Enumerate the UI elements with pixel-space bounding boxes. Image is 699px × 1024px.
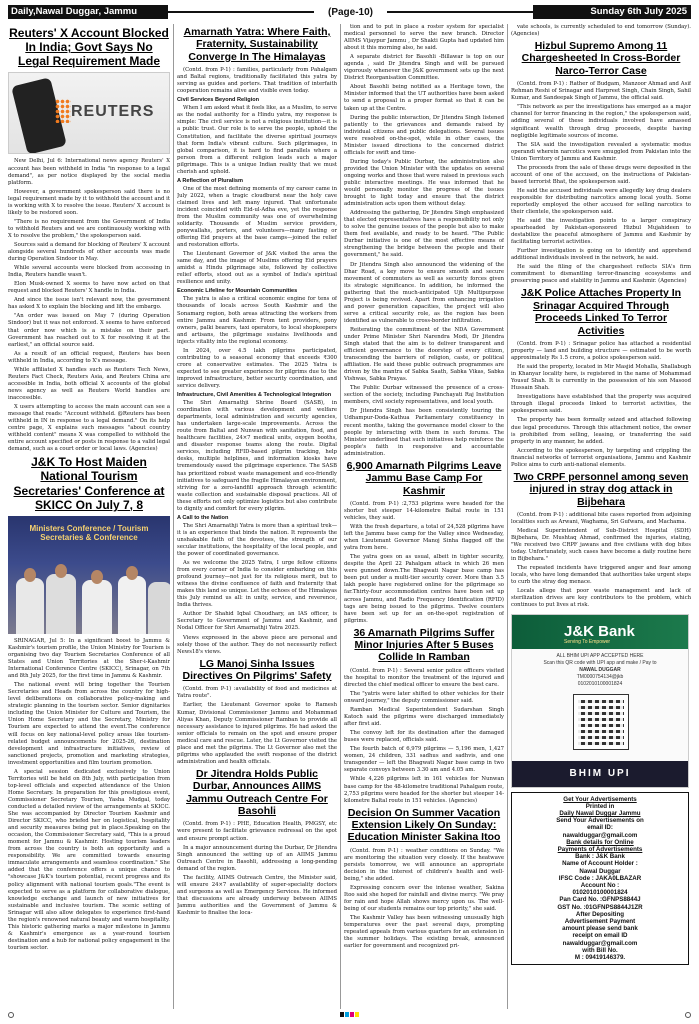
ad-box-line: 0102010100001824 — [572, 889, 628, 897]
registration-mark-icon — [685, 1012, 691, 1018]
paragraph: X users attempting to access the main account can see a message that reads: "Account withheld. @Reuters has been withheld in IN in response to a legal demand." On its help centre page, X explains such messages "about country withheld content" means X was compelled to withhold the entire account specified or posts in response to a valid legal demand, such as a court order or local laws. (Agencies) — [8, 403, 170, 453]
headline-dog-attack: Two CRPF personnel among seven injured in stray dog attack in Bijbehara — [513, 470, 689, 508]
ad-box-line: Bank details for Online — [566, 838, 634, 846]
qr-code-icon — [574, 695, 628, 749]
paragraph: About Basohli being notified as a Heritage town, the Minister informed that the UT authorities have been asked to send a proposal in a proper format so that it can be taken up at the Centre. — [344, 84, 504, 112]
paragraph: The facility, AIIMS Outreach Centre, the Minister said, will ensure 24×7 availability of super-speciality doctors and surgeons as well as Emergency Services. He informed that discussions are already underway between AIIMS Jammu authorities and the Government of Jammu & Kashmir to finalise the loca- — [177, 874, 337, 916]
headline-buses-collide: 36 Amarnath Pilgrims Suffer Minor Injuries After 5 Buses Collide In Ramban — [353, 626, 495, 664]
paragraph: Medical Superintendent of Sub-District Hospital (SDH) Bijbehara, Dr. Mushtaq Ahmad, confirmed the injuries, stating, "We received two CRPF jawans and five civilians with dog bites today. Unfortunately, such cases have become a daily routine here in Bijbehara." — [511, 528, 691, 563]
person-figure — [82, 580, 112, 634]
person-figure — [16, 578, 44, 634]
paragraph: The Kashmir Valley has been witnessing unusually high temperatures over the past several days, prompting repeated appeals from various quarters for an extension in the summer holidays. The existing break, announced earlier for government and recognized pri- — [344, 915, 504, 950]
paragraph: New Delhi, Jul 6: International news agency Reuters' X account has been withheld in India "in response to a legal demand", as per notice displayed by the social media platform. — [8, 158, 170, 186]
paragraph: While 4,226 pilgrims left in 161 vehicles for Nunwan base camp for the 48-kilometre traditional Pahalgam route, 2,753 pilgrims were headed for the shorter but steeper 14-kilometre Baltal route in 151 vehicles. (Agencies) — [344, 776, 504, 804]
paragraph: "This network as per the investigations has emerged as a major channel for terror financing in the region," the spokesperson said, adding several of these individuals involved have amassed significant wealth through drug proceeds, despite having negligible legitimate sources of income. — [511, 104, 691, 139]
paragraph: During today's Public Durbar, the administration also provided the Union Minister with the updates on several ongoing works and those that were raised in previous such public interactive meetings. He was informed that he would personally monitor the progress of the issues brought to light today and ensure that the district administration acts upon them without delay. — [344, 158, 504, 208]
paragraph: tion and to put in place a roster system for specialist medical personnel to serve the new branch. Director AIIMS Vijaypur Jammu , Dr Shakti Gupta had updated him about it this morning also, he said. — [344, 24, 504, 52]
jk-bank-brand: J&K Bank — [564, 623, 635, 641]
paragraph: (Contd. from P-1) : weather conditions on Sunday. "We are monitoring the situation very closely. If the heatwave persists tomorrow, we will announce an appropriate decision in the interest of children's health and well-being," she added. — [344, 847, 504, 882]
paragraph: (Contd. from P-1) : additional bite cases reported from adjoining localities such as Arwani, Waghama, Sri Gufwara, and Machama. — [511, 511, 691, 525]
conference-banner: Ministers Conference / Tourism Secretaries & Conference — [29, 523, 149, 542]
paragraph: He said the filing of the chargesheet reflects SIA's firm commitment to dismantling terror-financing ecosystems and preserving peace and stability in Jammu and Kashmir. (Agencies) — [511, 264, 691, 285]
paragraph: While several accounts were blocked from accessing in India, Reuters handle wasn't. — [8, 265, 170, 279]
paragraph: And since the issue isn't relevant now, the government has asked X to explain the blocking and lift the embargo. — [8, 297, 170, 311]
subheading: Civil Services Beyond Religion — [177, 97, 260, 104]
column-4 — [511, 24, 691, 1009]
paragraph: "There is no requirement from the Government of India to withhold Reuters and we are continuously working with X to resolve the problem," the spokesperson said. — [8, 218, 170, 239]
paragraph: A separate district for Basohli -Billawar is top on our agenda , said Dr Jitendra Singh and will be pursued vigorously whenever the J&K government sets up the next District Reorganisation Committee. — [344, 54, 504, 82]
column-2 — [177, 24, 337, 1009]
paragraph: Author Dr Shahid Iqbal Choudhary, an IAS officer, is Secretary to Government of Jammu and Kashmir, and Nodal Officer for Shri Amarnathji Yatra 2025. — [177, 611, 337, 632]
paragraph: As we welcome the 2025 Yatra, I urge fellow citizens from every corner of India to consider embarking on this profound journey—not just for its religious merit, but to witness the divine confluence of faith and fraternity that makes this land so unique. Let the echoes of the Himalayas this July remind us all: in unity, service, and reverence, India thrives. — [177, 560, 337, 609]
paragraph: Sources said a demand for blocking of Reuters' X account alongside several hundreds of other accounts was made during Operation Sindoor in May. — [8, 241, 170, 263]
swatch — [340, 1012, 344, 1017]
paragraph: Expressing concern over the intense weather, Sakina Itoo said she hoped for rainfall and divine mercy. "We pray for rain and hope Allah shows mercy upon us. The well-being of our students remains our top priority," she said. — [344, 885, 504, 913]
ad-upi-id: TM0000754134@jkb — [576, 673, 624, 680]
paragraph: (Contd. from P-1) :availability of food and medicines at Yatra route". — [177, 686, 337, 700]
headline-summer-vacation: Decision On Summer Vacation Extension Likely On Sunday: Education Minister Sakina Itoo — [347, 806, 501, 844]
ad-box-line: nawalduggar@gmail.com — [562, 831, 638, 839]
story-durbar-continued — [344, 24, 504, 458]
ad-box-line: Get Your Advertisements — [563, 795, 637, 803]
headline-hizbul: Hizbul Supremo Among 11 Chargesheeted In Cross-Border Narco-Terror Case — [521, 40, 681, 77]
story-amarnath-faith — [177, 67, 337, 656]
paragraph: According to the spokesperson, by targeting and crippling the financial networks of terrorist organisations, Jammu and Kashmir Police aims to curb anti-national elements. — [511, 447, 691, 468]
story-property-attached — [511, 341, 691, 469]
reuters-logo-mark — [55, 99, 71, 123]
paragraph: In 2024, over 4.5 lakh pilgrims participated, contributing to a seasonal economy that exceeds ₹300 crore at conservative estimates. The 2025 Yatra is expected to see greater experience for pilgrims due to the improved infrastructure, better security coordination, and service delivery. — [177, 347, 337, 389]
ad-box-line: M : 09419146379. — [574, 953, 626, 961]
column-3 — [344, 24, 504, 1009]
ad-line: ALL BHIM UPI APP ACCEPTED HERE — [556, 652, 644, 659]
story-dog-attack — [511, 512, 691, 610]
column-divider — [173, 24, 174, 1009]
jk-bank-advertisement — [511, 614, 689, 788]
bhim-upi-logo: BHIM UPI — [512, 761, 688, 787]
paragraph: The repeated incidents have triggered anger and fear among locals, who have long demanded that authorities take urgent steps to curb the stray dog menace. — [511, 565, 691, 586]
paragraph: When I am asked what it feels like, as a Muslim, to serve as the nodal authority for a Hindu yatra, my response is simple: The civil service is not a religious institution—it is a public trust. Our role is to serve the people, uphold the Constitution, and facilitate the diverse spiritual journeys that form India's vibrant culture. Such pilgrimages, in global comparison, it is hard to find parallels where a person from a different religion leads such a major pilgrimage. This is a unique Indian reality that we must cherish and uphold. — [177, 105, 337, 175]
person-figure — [148, 582, 170, 634]
subheading: Economic Lifeline for Mountain Communities — [177, 288, 298, 295]
person-head — [24, 568, 36, 582]
paragraph: SRINAGAR, Jul 5: In a significant boost to Jammu & Kashmir's tourism profile, the Union Ministry for Tourism is organising two day Tourism Secretaries Conference of all States and Union Territories at the Sher-i-Kashmir International Conference Centre (SKICC), Srinagar, on 7th and 8th July 2025, for the first time in Jammu & Kashmir. — [8, 637, 170, 680]
ad-box-line: Printed in — [585, 802, 615, 810]
ad-box-line: After Depositing — [575, 910, 625, 918]
edition-date: Sunday 6th July 2025 — [533, 5, 691, 19]
headline-property-attached: J&K Police Attaches Property In Srinagar Acquired Through Proceeds Linked To Terror Activities — [520, 287, 682, 337]
header-rule-left — [168, 11, 314, 13]
paragraph: Further investigation is going on to identify and apprehend additional individuals involved in the network, he said. — [511, 248, 691, 262]
paragraph: The national event will bring together the Tourism Secretaries and Heads from across the country for high-level deliberations on collaborative policy-making and strategic planning in the tourism sector. Senior dignitaries including the Union Minister for Culture and Tourism, the Union Home Secretary and the Secretary, Ministry for Tourism are expected to attend the event.The conference will focus on key national-level policy areas like tourism-related budget announcements for 2025-26, destination development and infrastructure initiatives, review of sanctioned projects, promotion and marketing strategies, investment opportunities and film tourism promotion. — [8, 682, 170, 766]
paragraph: (Contd. from P-1) : Rather of Budgam, Manzoor Ahmad and Asif Rehman Reshi of Srinagar and Harpreet Singh, Chain Singh, Sahil Kumar, and Sandeepak Singh of Jammu, the official said. — [511, 81, 691, 102]
print-registration-marks — [8, 1012, 691, 1018]
headline-tourism-conference: J&K To Host Maiden National Tourism Secretaries' Conference at SKICC On July 7, 8 — [13, 455, 165, 512]
paragraph: However, a government spokesperson said there is no legal requirement made by it to withhold the account and it is working with X to resolve the issue. Reuters' X account is likely to be restored soon. — [8, 188, 170, 216]
masthead-bar — [8, 5, 691, 19]
headline-pilgrims-leave: 6,900 Amarnath Pilgrims Leave Jammu Base Camp For Kashmir — [346, 459, 502, 497]
paragraph: With the fresh departure, a total of 24,528 pilgrims have left the Jammu base camp for the Valley since Wednesday, when Lieutenant Governor Manoj Sinha flagged off the yatra from here. — [344, 524, 504, 552]
headline-reuters: Reuters' X Account Blocked In India; Govt Says No Legal Requirement Made — [9, 26, 169, 69]
paragraph: Earlier, the Lieutenant Governor spoke to Ramesh Kumar, Divisional Commissioner Jammu and Mohammad Aliyas Khan, Deputy Commissioner Ramban to provide all necessary assistance to injured pilgrims. He had asked the senior officials to remain on the spot and ensure proper medical care and rescue. Later, the Lt Governor visited the place and met the pilgrims. The Lt Governor also met the pilgrims who applauded the swift response of the district administration and health officials. — [177, 702, 337, 765]
ad-box-line: Daily Nawal Duggar Jammu — [559, 809, 641, 817]
ad-box-line: Payments of Advertisements — [557, 845, 643, 853]
paragraph: Views expressed in the above piece are personal and solely those of the author. They do not necessarily reflect News18's views. — [177, 634, 337, 655]
ad-box-line: with Bill No. — [582, 946, 618, 954]
person-head — [91, 570, 103, 584]
page-number: (Page-10) — [328, 6, 374, 18]
story-hizbul — [511, 81, 691, 285]
paragraph: In a major announcement during the Durbar, Dr Jitendra Singh announced the setting up of an AIIMS Jammu Outreach Centre in Basohli, addressing a long-pending demand of the region. — [177, 844, 337, 872]
color-swatches — [340, 1012, 359, 1018]
conference-photo — [8, 516, 170, 634]
paragraph: The yatra is also a critical economic engine for tens of thousands of locals across South Kashmir and the Sonamarg region, both areas attracting the workers from entire Jammu and Kashmir. From tent providers, pony owners, palki bearers, taxi operators, to local shopkeepers and artisans, the pilgrimage sustains livelihoods and injects vitality into the regional economy. — [177, 296, 337, 345]
person-head — [126, 566, 138, 580]
subheading: A Call to the Nation — [177, 514, 229, 521]
person-figure — [46, 574, 76, 634]
paragraph: The Public Durbar witnessed the presence of a cross-section of the society, including Panchayati Raj Institution members, civil society representatives, and local youth. — [344, 385, 504, 406]
paper-name: Daily,Nawal Duggar, Jammu — [8, 5, 168, 19]
paragraph: (Contd. from P-1) : Srinagar police has attached a residential property — land and building structure — estimated to be worth approximately Rs 1.5 crore, a police spokesperson said. — [511, 340, 691, 362]
ad-box-line: Account No : — [580, 881, 620, 889]
ad-box-line: amount please send bank — [562, 925, 638, 933]
person-head — [55, 564, 67, 578]
ad-box-line: nawalduggar@gmail.com — [562, 939, 638, 947]
headline-lg-directives: LG Manoj Sinha Issues Directives On Pilgrims' Safety — [182, 657, 332, 683]
paragraph: He said the accused individuals were allegedly key drug dealers responsible for distributing narcotics among local youth. Some reportedly employed the other accused for selling narcotics to their clientele, the spokesperson said. — [511, 187, 691, 216]
paragraph: The Shri Amarnathji Yatra is more than a spiritual trek—it is an experience that binds the nation. It represents the unshakable faith of the devotees, the strength of our secular institutions, the hospitality of the local people, and the power of coordinated governance. — [177, 522, 337, 557]
headline-public-durbar: Dr Jitendra Holds Public Durbar, Announces AIIMS Jammu Outreach Centre For Basohli — [186, 767, 328, 818]
story-tourism-conference — [8, 638, 170, 952]
ad-box-line: GST No. :01GFNPS8844J1ZR — [557, 903, 643, 911]
paragraph: As a result of an official request, Reuters has been withheld in India, according to X's message. — [8, 350, 170, 364]
paragraph: The Shri Amarnathji Shrine Board (SASB), in coordination with various development and welfare departments, local administration and security agencies, has undertaken large-scale improvements. Across the route from Baltal and Nunwan with sanitation, food, and healthcare facilities, 24×7 medical units, oxygen booths, and disaster response teams along the route. Digital services, including RFID-based pilgrim tracking, help desks, multiple helplines, and information kiosks have tremendously eased the pilgrimage experience. The SASB has prioritized robust waste management and eco-friendly initiatives to safeguard the fragile Himalayan environment, striving for a zero-landfill approach through scientific waste collection and sustainable disposal practices. All of these efforts not only optimize logistics but also contribute to dignity and comfort for every pilgrim. — [177, 400, 337, 512]
headline-amarnath-faith: Amarnath Yatra: Where Faith, Fraternity, Sustainability Converge In The Himalayas — [183, 26, 331, 63]
swatch — [355, 1012, 359, 1017]
story-lg-directives — [177, 686, 337, 766]
swatch — [350, 1012, 354, 1017]
story-buses-collide — [344, 668, 504, 805]
paragraph: The Lieutenant Governor of J&K visited the area the same day, and the image of Muslims offering Eid prayers amidst a Hindu pilgrimage site, followed by collective relief efforts, stood out as a symbol of India's spiritual resilience and unity. — [177, 251, 337, 286]
story-summer-vacation — [344, 848, 504, 951]
paragraph: vate schools, is currently scheduled to end tomorrow (Sunday). (Agencies) — [511, 24, 691, 38]
story-reuters — [8, 158, 170, 453]
ad-box-line: receipt on email ID — [572, 932, 628, 940]
paragraph: The convoy left for its destination after the damaged buses were replaced, officials said. — [344, 730, 504, 744]
paragraph: A special session dedicated exclusively to Union Territories will be held on 8th July, with participation from top-level officials and expected attendance of the Union Home Secretary. In preparation for this prestigious event, Commissioner Secretary Tourism, Yasha Mudgal, today conducted a detailed review of the arrangements at SKICC. She was accompanied by Director Tourism Kashmir and Director SKICC, who briefed her on logistical, hospitality and security measures being put in place.Speaking on the occasion, the Commissioner Secretary said, "This is a proud moment for Jammu & Kashmir. Hosting tourism leaders from across the country is both an opportunity and a responsibility. We are committed towards ensuring immaculate arrangements and seamless coordination." She added that the conference offers a unique chance to "showcase J&K's tourism potential, recent progress and its policy alignment with national tourism goals."The event is expected to serve as a platform for collaborative dialogue, knowledge exchange and launch of new initiatives for sustainable and inclusive tourism. The scenic setting of Srinagar will also allow delegates to experience first-hand the region's renowned natural beauty and warm hospitality. This historic gathering marks a major milestone in Jammu & Kashmir's emergence as a year-round tourism destination and a hub for national policy engagement in the tourism sector. — [8, 768, 170, 951]
jk-bank-tagline: Serving To Empower — [564, 638, 611, 645]
paragraph: Ramban Medical Superintendent Sudarshan Singh Katoch said the pilgrims were discharged immediately after first aid. — [344, 707, 504, 728]
paragraph: One of the most defining moments of my career came in July 2022, when a tragic cloudburst near the holy cave claimed lives and left many injured. That unfortunate incident coincided with Eid-ul-Adha eve, yet the response from the Muslim community was one of overwhelming solidarity. Thousands of Muslim service providers, ponywallahs, porters, and volunteers—many fasting or offering Eid prayers at the base camps—joined the relief and restoration efforts. — [177, 185, 337, 249]
column-1 — [8, 24, 170, 1009]
paragraph: "An order was issued on May 7 (during Operation Sindoor) but it was not enforced. X seems to have enforced that order now which is a mistake on their part. Government has reached out to X for resolving it at the earliest," an official source said. — [8, 313, 170, 348]
story-pilgrims-leave — [344, 501, 504, 625]
advertisement-details-box — [511, 792, 689, 966]
ad-account-number: 0102010100001824 — [577, 680, 623, 687]
reuters-photo — [8, 72, 170, 154]
paragraph: (Contd. from P-1) :2,753 pilgrims were headed for the shorter but steeper 14-kilometre Baltal route in 151 vehicles, they said. — [344, 500, 504, 521]
ad-box-line: Send Your Advertisements on — [556, 817, 644, 825]
paragraph: Dr Jitendra Singh also announced the widening of the Dhar Road, a key move to ensure smooth and secure movement of commuters as well as security forces given its strategic significance. In addition, he informed the gathering that the much-anticipated Ujh Multipurpose Project is being revived. Apart from enhancing irrigation and power generation capacities, the project will also serve a critical security role, as the region has been identified as vulnerable to cross-border infiltration. — [344, 261, 504, 324]
ad-box-line: Bank : J&K Bank — [575, 853, 625, 861]
story-public-durbar — [177, 821, 337, 917]
ad-box-line: Name of Account Holder : — [562, 860, 638, 868]
paragraph: The "yatris were later shifted to other vehicles for their onward journey," the deputy commissioner said. — [344, 690, 504, 704]
ad-box-line: email ID: — [587, 824, 613, 832]
paragraph: He said the investigation points to a larger conspiracy spearheaded by Pakistan-sponsored Hizbul Mujahideen to destabilize the peaceful atmosphere of Jammu and Kashmir by facilitating terrorist activities. — [511, 218, 691, 246]
paragraph: Reiterating the commitment of the NDA Government under Prime Minister Shri Narendra Modi, Dr Jitendra Singh stated that the aim is to deliver transparent and efficient governance to the doorstep of every citizen, transcending the barriers of religion, caste, or political affiliation. He said these public outreach programmes are driven by the mantra of Sabka Saath, Sabka Vikas, Sabka Vishwas, Sabka Prayas. — [344, 326, 504, 383]
ad-line: Scan this QR code with UPI app and make / Pay to — [543, 659, 657, 666]
paragraph: Dr Jitendra Singh has been consistently touring the Udhampur-Doda-Kathua Parliamentary constituency in recent months, taking the governance model closer to the people by interacting with them in such forums. The Minister underlined that such initiatives help reinforce the people's faith in responsive and accountable administration. — [344, 408, 504, 457]
ad-box-line: Pan Card No. :GFNPS8844J — [559, 896, 641, 904]
jk-bank-ad-text — [512, 649, 688, 692]
column-divider — [507, 24, 508, 1009]
paragraph: The fourth batch of 6,979 pilgrims — 5,196 men, 1,427 women, 24 children, 331 sadhus and sadhvis, and one transgender — left the Bhagwati Nagar base camp in two separate convoys between 3.30 am and 4.05 am. — [344, 746, 504, 774]
person-figure — [118, 576, 146, 634]
paragraph: He said the property, located in Mir Masjid Mohalla, Shallabugh in Khanyar locality here, is registered in the name of Mohammad Yousuf Shah. It is currently in the possession of his son Masood Hussain Shah. — [511, 364, 691, 392]
paragraph: Addressing the gathering, Dr Jitendra Singh emphasized that elected representatives have a responsibility not only to solve the genuine issues of the people but also to make them feel available, and ready to be heard. "The Public Durbar initiative is one of the most effective means of strengthening the bridge between the people and their government," he said. — [344, 210, 504, 259]
reuters-logo-text: REUTERS — [71, 103, 155, 121]
ad-box-line: Nawal Duggar — [579, 867, 621, 875]
paragraph: The property has been formally seized and attached following due legal procedures. Through this attachment notice, the owner is prohibited from selling, leasing, or transferring the said property in any manner, he added. — [511, 417, 691, 445]
paragraph: During the public interaction, Dr Jitendra Singh listened patiently to the grievances and demands raised by individual citizens and public delegations. Several issues were resolved on-the-spot, while in other cases, the Minister issued directions to the concerned district officials for swift and time- — [344, 114, 504, 156]
paragraph: Investigations have established that the property was acquired through illegal proceeds linked to terrorist activities, the spokesperson said. — [511, 394, 691, 415]
column-divider — [340, 24, 341, 1009]
paragraph: While affiliated X handles such as Reuters Tech News, Reuters Fact Check, Reuters Asia, and Reuters China are accessible in India, both official X accounts of the global news agency as well as Reuters World handles are inaccessible. — [8, 366, 170, 401]
swatch — [345, 1012, 349, 1017]
registration-mark-icon — [8, 1012, 14, 1018]
header-rule-right — [387, 11, 533, 13]
ad-box-line: IFSC Code : JAKA0LBAZAR — [558, 874, 642, 882]
paragraph: The yatra goes on as usual, albeit in tighter security, despite the April 22 Pahalgam attack in which 26 men were gunned down.The Bhagwati Nagar base camp has been put under a multi-tier security cover. More than 3.5 lakh people have registered online for the pilgrimage so far.Thirty-four accommodation centres have been set up across Jammu, and Radio Frequency Identification (RFID) tags are being issued to the pilgrims. Twelve counters have been set up for an on-the-spot registration of pilgrims. — [344, 554, 504, 624]
paragraph: Locals allege that poor waste management and lack of sterilization drives are key contributors to the problem, which continues to put lives at risk. — [511, 588, 691, 609]
story-vacation-end — [511, 24, 691, 38]
paragraph: Elon Musk-owned X seems to have now acted on that request and blocked Reuters' X handle in India. — [8, 281, 170, 295]
subheading: A Reflection of Pluralism — [177, 177, 243, 184]
paragraph: (Contd. from P-1) : Several senior police officers visited the hospital to monitor the treatment of the injured and directed the chief medical officer to ensure the best care. — [344, 667, 504, 688]
paragraph: (Contd. from P-1) : PHE, Education Health, PMGSY, etc were present to facilitate grievance redressal on the spot and ensure prompt action. — [177, 821, 337, 842]
paragraph: The SIA said the investigation revealed a systematic modus operandi wherein narcotics were smuggled from Pakistan into the Union Territory of Jammu and Kashmir. — [511, 141, 691, 162]
paragraph: (Contd. from P-1) : families, particularly from Pahalgam and Baltal regions, traditionally facilitated this yatra by serving as guides and porters. That tradition of interfaith cooperation remains alive and visible even today. — [177, 67, 337, 95]
subheading: Infrastructure, Civil Amenities & Technological Integration — [177, 392, 332, 399]
paragraph: The proceeds from the sale of these drugs were deposited in the account of one of the accused, on the instructions of Pakistan-based terrorist Bhat, the spokesperson said. — [511, 164, 691, 185]
ad-payee: NAWAL DUGGAR — [579, 666, 621, 673]
ad-box-line: Advertisement Payment — [564, 917, 636, 925]
